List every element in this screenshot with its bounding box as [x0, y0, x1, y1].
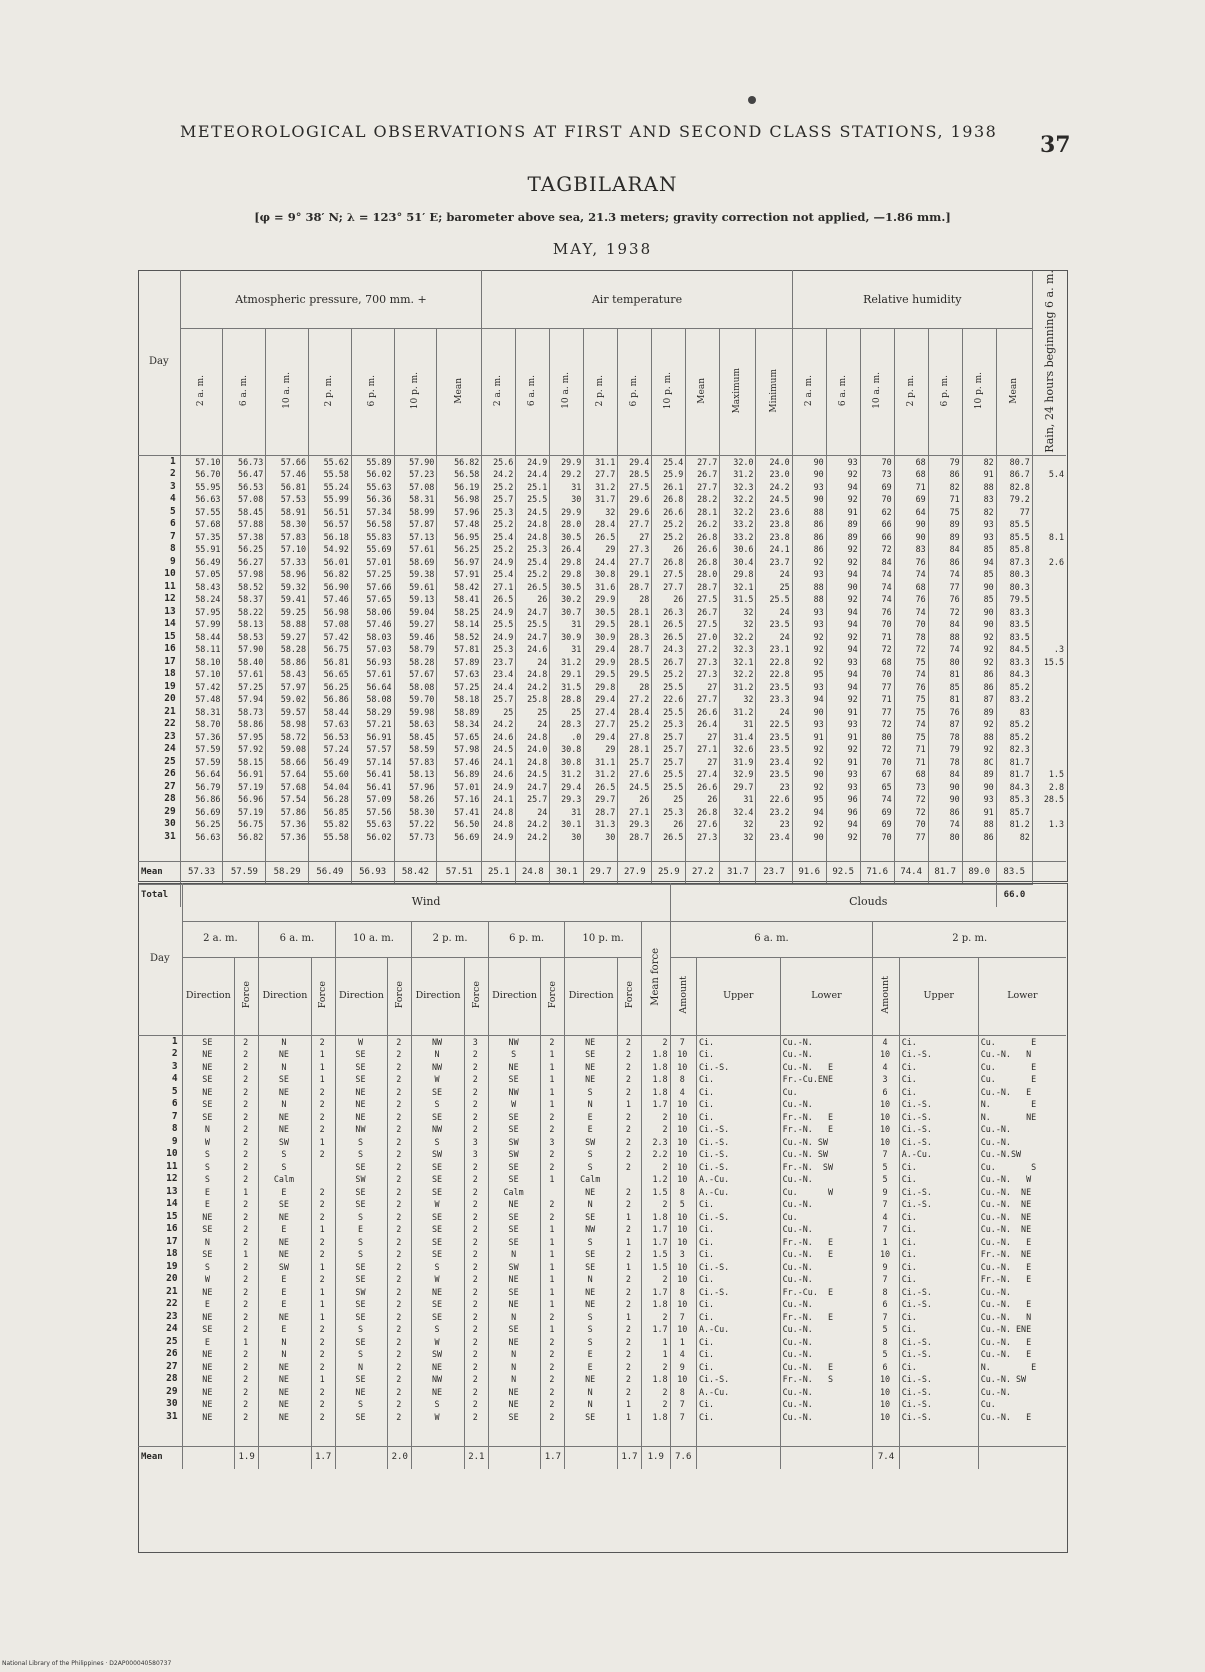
footer-credit: National Library of the Philippines · D2AP000040580737	[2, 1660, 172, 1667]
t-col-min: Minimum	[768, 368, 779, 413]
dir-header: Direction	[182, 957, 235, 1035]
hum-10am-values: 70 73 69 70 62 66 66 72 84 74 74 74 76 70 71 72 68 70 77 71 77 72 80 72 70 67 65 74 69 69 70	[860, 455, 894, 861]
month-heading: MAY, 1938	[552, 240, 653, 258]
blank-cell	[412, 1446, 465, 1469]
mean-value: 27.2	[686, 861, 720, 884]
force-header: Force	[547, 981, 559, 1009]
t-col-max: Maximum	[732, 367, 743, 414]
p-col-mean: Mean	[453, 377, 464, 404]
mean-force-2am: 1.9	[235, 1446, 259, 1469]
mean-force-overall: 1.9	[641, 1446, 670, 1469]
dir-header: Direction	[412, 957, 465, 1035]
cloud-lower-6am: Cu.-N. Cu.-N. Cu.-N. E Fr.-Cu.ENE Cu. Cu.-N. Fr.-N. E Fr.-N. E Cu.-N. SW Cu.-N. SW Fr.-N. SW Cu.-N. Cu. W Cu.-N. Cu. Cu.-N. Fr.-N. E Cu.-N. E Cu.-N. Cu.-N. Fr.-Cu. E Cu.-N. Fr.-N. E Cu.-N. Cu.-N. Cu.-N. Cu.-N. E Fr.-N. S Cu.-N. Cu.-N. Cu.-N.	[780, 1035, 873, 1446]
wind-force-6pm: 2 1 1 1 1 1 2 2 3 2 2 1 2 2 1 1 1 1 1 1 1 2 1 2 2 2 2 2 2 2	[541, 1035, 565, 1446]
upper-header-6am: Upper	[696, 957, 780, 1035]
wind-time-2pm: 2 p. m.	[412, 921, 489, 957]
mean-force-10pm: 1.7	[617, 1446, 641, 1469]
wind-group-header: Wind	[182, 883, 670, 921]
pressure-2am-values: 57.10 56.70 55.95 56.63 57.55 57.68 57.35 55.91 56.49 57.05 58.43 58.24 57.95 57.99 58.44 58.11 58.10 57.10 57.42 57.48 58.31 58.70 57.36 57.59 57.59 56.64 56.79 56.86 56.69 56.25 56.63	[180, 455, 223, 861]
cloud-upper-6am: Ci. Ci. Ci.-S. Ci. Ci. Ci. Ci. Ci.-S. Ci.-S. Ci.-S. Ci.-S. A.-Cu. A.-Cu. Ci. Ci.-S. Ci. Ci. Ci. Ci.-S. Ci. Ci.-S. Ci. Ci. A.-Cu. Ci. Ci. Ci. Ci.-S. A.-Cu. Ci. Ci.	[696, 1035, 780, 1446]
temp-10am-values: 29.9 29.2 31 30 29.9 28.0 30.5 26.4 29.8 29.8 30.5 30.2 30.7 31 30.9 31 31.2 29.1 31.5 28.8 25 28.3 .0 30.8 30.8 31.2 29.4 29.3 31 30.1 30	[550, 455, 584, 861]
mean-value: 57.59	[223, 861, 266, 884]
temp-max-values: 32.0 31.2 32.3 32.2 32.2 33.2 33.2 30.6 30.4 29.8 32.1 31.5 32 32 32.2 32.3 32.1 32.2 31.2 32 31.2 31 31.4 32.6 31.9 32.9 29.7 31 32.4 32 32	[720, 455, 756, 861]
force-header: Force	[240, 981, 252, 1009]
mean-value: 89.0	[962, 861, 996, 884]
mean-value: 57.33	[180, 861, 223, 884]
day-header: Day	[138, 270, 180, 455]
station-name: TAGBILARAN	[527, 172, 678, 196]
pressure-6pm-values: 55.89 56.02 55.63 56.36 57.34 56.58 55.83 55.69 57.01 57.25 57.66 57.65 58.06 57.46 58.03 57.03 56.93 57.61 56.64 58.08 58.29 57.21 56.91 57.57 57.14 56.41 56.41 57.09 57.56 55.63 56.02	[351, 455, 394, 861]
cloud-upper-2pm: Ci. Ci.-S. Ci. Ci. Ci. Ci.-S. Ci.-S. Ci.-S. Ci.-S. A.-Cu. Ci. Ci. Ci.-S. Ci.-S. Ci. Ci. Ci. Ci. Ci. Ci. Ci.-S. Ci.-S. Ci. Ci. Ci.-S. Ci.-S. Ci. Ci.-S. Ci.-S. Ci.-S. Ci.-S.	[899, 1035, 978, 1446]
pressure-10pm-values: 57.90 57.23 57.08 58.31 58.99 57.87 57.13 57.61 58.69 59.38 59.61 59.13 59.04 59.27 59.46 58.79 58.28 57.67 58.08 59.70 59.98 58.63 58.45 58.59 57.83 58.13 57.96 58.26 58.30 57.22 57.73	[394, 455, 437, 861]
hum-mean-values: 80.7 86.7 82.8 79.2 77 85.5 85.5 85.8 87.3 80.3 80.3 79.5 83.3 83.5 83.5 84.5 83.3 84.3 85.2 83.2 83 85.2 85.2 82.3 81.7 81.7 84.3 85.3 85.7 81.2 82	[996, 455, 1032, 861]
temp-mean-values: 27.7 26.7 27.7 28.2 28.1 26.2 26.8 26.6 26.8 28.0 28.7 27.5 26.7 27.5 27.0 27.2 27.3 27.3 27 27.7 26.6 26.4 27 27.1 27 27.4 26.6 26 26.8 27.6 27.3	[686, 455, 720, 861]
wind-dir-10am: W SE SE SE NE NE NE NW S S SE SW SE SE S E S S SE SE SW SE SE S SE S N SE NE S SE	[335, 1035, 388, 1446]
p-col-10am: 10 a. m.	[281, 372, 292, 409]
mean-value: 58.42	[394, 861, 437, 884]
page-number: 37	[1040, 132, 1071, 158]
force-header: Force	[470, 981, 482, 1009]
blank-cell	[565, 1446, 618, 1469]
blank-cell	[696, 1446, 780, 1469]
mean-force-6am: 1.7	[311, 1446, 335, 1469]
upper-header-2pm: Upper	[899, 957, 978, 1035]
mean-value: 30.1	[550, 861, 584, 884]
pressure-mean-values: 56.82 56.58 56.19 56.98 57.96 57.48 56.95 56.25 56.97 57.91 58.42 58.41 58.25 58.14 58.52 57.81 57.89 57.63 57.25 58.18 58.89 58.34 57.65 57.98 57.46 56.89 57.01 57.16 57.41 56.50 56.69	[437, 455, 482, 861]
mean-cloud-amount-2pm: 7.4	[873, 1446, 899, 1469]
blank-cell	[259, 1446, 312, 1469]
p-col-6am: 6 a. m.	[238, 375, 249, 407]
mean-force-6pm: 1.7	[541, 1446, 565, 1469]
hum-2am-values: 90 90 93 90 88 86 86 86 92 93 88 88 93 93 92 92 92 95 93 94 90 93 91 92 92 90 92 95 94 92 90	[792, 455, 826, 861]
force-header: Force	[317, 981, 329, 1009]
mean-value: 56.93	[351, 861, 394, 884]
temp-10pm-values: 25.4 25.9 26.1 26.8 26.6 25.2 25.2 26 26.8 27.5 27.7 26 26.3 26.5 26.5 24.3 26.7 25.2 25.5 22.6 25.5 25.3 25.7 25.7 25.7 25.5 25.5 25 25.3 26 26.5	[652, 455, 686, 861]
mean-value: 92.5	[826, 861, 860, 884]
t-col-2pm: 2 p. m.	[595, 374, 606, 407]
p-col-2am: 2 a. m.	[196, 375, 207, 407]
pressure-10am-values: 57.66 57.46 56.81 57.53 58.91 58.30 57.83 57.10 57.33 58.96 59.32 59.41 59.25 58.88 59.27 58.28 58.86 58.43 57.97 59.02 59.57 58.98 58.72 59.08 58.66 57.64 57.68 57.54 57.86 57.36 57.36	[266, 455, 309, 861]
blank-cell	[335, 1446, 388, 1469]
t-col-10pm: 10 p. m.	[663, 371, 674, 410]
force-header: Force	[623, 981, 635, 1009]
pressure-6am-values: 56.73 56.47 56.53 57.08 58.45 57.88 57.38 56.25 56.27 57.98 58.52 58.37 58.22 58.13 58.53 57.90 58.40 57.61 57.25 57.94 58.73 58.86 57.95 57.92 58.15 56.91 57.19 56.96 57.19 56.75 56.82	[223, 455, 266, 861]
t-col-mean: Mean	[697, 377, 708, 404]
temp-6am-values: 24.9 24.4 25.1 25.5 24.5 24.8 24.8 25.3 25.4 25.2 26.5 26 24.7 25.5 24.7 24.6 24 24.8 24.2 25.8 25 24 24.8 24.0 24.8 24.5 24.7 25.7 24 24.2 24.2	[516, 455, 550, 861]
h-col-10am: 10 a. m.	[871, 372, 882, 409]
wind-time-10pm: 10 p. m.	[565, 921, 642, 957]
mean-value: 81.7	[928, 861, 962, 884]
mean-value: 23.7	[756, 861, 792, 884]
wind-dir-6pm: NW S NE SE NW W SE SE SW SW SE SE Calm NE SE SE SE N SW NE SE NE N SE NE N N N NE NE SE	[488, 1035, 541, 1446]
temp-2am-values: 25.6 24.2 25.2 25.7 25.3 25.2 25.4 25.2 24.9 25.4 27.1 26.5 24.9 25.5 24.9 25.3 23.7 23.4 24.4 25.7 25 24.2 24.6 24.5 24.1 24.6 24.9 24.1 24.8 24.8 24.9	[482, 455, 516, 861]
rain-values: 5.4 8.1 2.6 .3 15.5 1.5 2.8 28.5 1.3	[1032, 455, 1066, 861]
wind-dir-2pm: NW N NW W SE S SE NW S SW SE SE SE W SE SE SE SE S W NE SE SE S W SW NE NW NE S W	[412, 1035, 465, 1446]
mean-value: 29.7	[584, 861, 618, 884]
cloud-amount-2pm: 4 10 4 3 6 10 10 10 10 7 5 5 9 7 4 7 1 10 9 7 8 6 7 5 8 5 6 10 10 10 10	[873, 1035, 899, 1446]
wind-dir-10pm: NE SE NE NE S N E E SW S S Calm NE N SE NW S SE SE N NE NE S S S E E NE N N SE	[565, 1035, 618, 1446]
h-col-mean: Mean	[1008, 377, 1019, 404]
mean-value: 56.49	[309, 861, 352, 884]
mean-value: 91.6	[792, 861, 826, 884]
mean-force-10am: 2.0	[388, 1446, 412, 1469]
wind-force-2pm: 3 2 2 2 2 2 2 2 3 3 2 2 2 2 2 2 2 2 2 2 2 2 2 2 2 2 2 2 2 2 2	[464, 1035, 488, 1446]
wind-time-10am: 10 a. m.	[335, 921, 412, 957]
temp-min-values: 24.0 23.0 24.2 24.5 23.6 23.8 23.8 24.1 23.7 24 25 25.5 24 23.5 24 23.1 22.8 22.8 23.5 23.3 24 22.5 23.5 23.5 23.4 23.5 23 22.6 23.2 23 23.4	[756, 455, 792, 861]
blank-cell	[978, 1446, 1066, 1469]
mean-value: 57.51	[437, 861, 482, 884]
temp-2pm-values: 31.1 27.7 31.2 31.7 32 28.4 26.5 29 24.4 30.8 31.6 29.9 30.5 29.5 30.9 29.4 29.9 29.5 29.8 29.4 27.4 27.7 29.4 29 31.1 31.2 26.5 29.7 28.7 31.3 30	[584, 455, 618, 861]
mean-value: 27.9	[618, 861, 652, 884]
ink-dot	[748, 96, 756, 104]
t-col-10am: 10 a. m.	[561, 372, 572, 409]
cloud-lower-2pm: Cu. E Cu.-N. N Cu. E Cu. E Cu.-N. E N. E N. NE Cu.-N. Cu.-N. Cu.-N.SW Cu. S Cu.-N. W Cu.-N. NE Cu.-N. NE Cu.-N. NE Cu.-N. NE Cu.-N. E Fr.-N. NE Cu.-N. E Fr.-N. E Cu.-N. Cu.-N. E Cu.-N. N Cu.-N. ENE Cu.-N. E Cu.-N. E N. E Cu.-N. SW Cu.-N. Cu. Cu.-N. E	[978, 1035, 1066, 1446]
t-col-6am: 6 a. m.	[527, 375, 538, 407]
lower-header-6am: Lower	[780, 957, 873, 1035]
lower-header-2pm: Lower	[978, 957, 1066, 1035]
mean-force-header: Mean force	[649, 947, 661, 1006]
mean-force-2pm: 2.1	[464, 1446, 488, 1469]
t-col-6pm: 6 p. m.	[629, 374, 640, 407]
humidity-group-header: Relative humidity	[792, 270, 1032, 329]
p-col-10pm: 10 p. m.	[409, 371, 420, 410]
hum-6pm-values: 79 86 82 71 75 89 89 84 86 74 77 76 72 84 88 74 80 81 85 81 76 87 78 79 78 84 90 90 86 74 80	[928, 455, 962, 861]
temp-group-header: Air temperature	[482, 270, 792, 329]
amount-header: Amount	[880, 975, 892, 1014]
rain-header-label: Rain, 24 hours beginning 6 a. m.	[1042, 270, 1056, 453]
blank-cell	[182, 1446, 235, 1469]
wind-mean-force: 2 1.8 1.8 1.8 1.8 1.7 2 2 2.3 2.2 2 1.2 1.5 2 1.8 1.7 1.7 1.5 1.5 2 1.7 1.8 2 1.7 1 1 2 1.8 2 2 1.8	[641, 1035, 670, 1446]
cloud-amount-6am: 7 10 10 8 4 10 10 10 10 10 10 10 8 5 10 10 10 3 10 10 8 10 7 10 1 4 9 10 8 7 7	[670, 1035, 696, 1446]
day-numbers-2: 1 2 3 4 5 6 7 8 9 10 11 12 13 14 15 16 17 18 19 20 21 22 23 24 25 26 27 28 29 30 31	[166, 1035, 178, 1422]
mean-value: 83.5	[996, 861, 1032, 884]
t-col-2am: 2 a. m.	[493, 375, 504, 407]
wind-dir-2am: SE NE NE SE NE SE SE N W S S S E E NE SE N SE S W NE E NE SE E NE NE NE NE NE NE	[182, 1035, 235, 1446]
wind-force-2am: 2 2 2 2 2 2 2 2 2 2 2 2 1 2 2 2 2 1 2 2 2 2 2 2 1 2 2 2 2 2 2	[235, 1035, 259, 1446]
clouds-6am-header: 6 a. m.	[670, 921, 873, 957]
dir-header: Direction	[335, 957, 388, 1035]
mean-value: 25.1	[482, 861, 516, 884]
p-col-2pm: 2 p. m.	[324, 374, 335, 407]
hum-6am-values: 93 92 94 92 91 89 89 92 92 94 90 92 94 94 92 94 93 94 94 92 91 93 91 92 91 93 93 96 96 94 92	[826, 455, 860, 861]
amount-header: Amount	[677, 975, 689, 1014]
pressure-2pm-values: 55.62 55.58 55.24 55.99 56.51 56.57 56.18 54.92 56.01 56.82 56.90 57.46 56.98 57.08 57.42 56.75 56.81 56.65 56.25 56.86 58.44 57.63 56.53 57.24 56.49 55.60 54.04 56.28 56.85 55.82 55.58	[309, 455, 352, 861]
mean-row-label: Mean	[138, 861, 180, 884]
mean-value: 25.9	[652, 861, 686, 884]
pressure-group-header: Atmospheric pressure, 700 mm. +	[180, 270, 482, 329]
station-coordinates: [φ = 9° 38′ N; λ = 123° 51′ E; barometer above sea, 21.3 meters; gravity correction not applied, —1.86 mm.]	[254, 210, 951, 224]
wind-force-6am: 2 1 1 1 2 2 2 2 1 2 2 2 2 1 2 2 1 2 1 1 1 2 2 2 2 1 2 2 2	[311, 1035, 335, 1446]
wind-force-10am: 2 2 2 2 2 2 2 2 2 2 2 2 2 2 2 2 2 2 2 2 2 2 2 2 2 2 2 2 2 2 2	[388, 1035, 412, 1446]
hum-2pm-values: 68 68 71 69 64 90 90 83 76 74 68 76 74 70 78 72 75 74 76 75 75 74 75 71 71 68 73 72 72 70 77	[894, 455, 928, 861]
h-col-10pm: 10 p. m.	[973, 371, 984, 410]
mean-value: 71.6	[860, 861, 894, 884]
wind-time-6am: 6 a. m.	[259, 921, 336, 957]
dir-header: Direction	[259, 957, 312, 1035]
clouds-2pm-header: 2 p. m.	[873, 921, 1066, 957]
mean-value: 24.8	[516, 861, 550, 884]
blank-cell	[899, 1446, 978, 1469]
wind-force-10pm: 2 2 2 2 2 1 2 2 2 2 2 2 2 1 2 1 2 1 2 2 2 1 2 2 2 2 2 2 1 1	[617, 1035, 641, 1446]
rain-header	[1032, 270, 1066, 455]
h-col-6am: 6 a. m.	[837, 375, 848, 407]
h-col-6pm: 6 p. m.	[939, 374, 950, 407]
mean-value: 74.4	[894, 861, 928, 884]
mean-value: 31.7	[720, 861, 756, 884]
wind-time-6pm: 6 p. m.	[488, 921, 565, 957]
clouds-group-header: Clouds	[670, 883, 1066, 921]
pressure-temp-humidity-table	[138, 270, 1066, 907]
dir-header: Direction	[565, 957, 618, 1035]
day-header-2: Day	[138, 883, 182, 1035]
wind-dir-6am: N NE N SE NE N NE NE SW S S Calm E SE NE E NE NE SW E E E NE E N N NE NE NE NE NE	[259, 1035, 312, 1446]
total-rain-value: 66.0	[996, 884, 1032, 907]
mean-cloud-amount-6am: 7.6	[670, 1446, 696, 1469]
hum-10pm-values: 82 91 88 83 82 93 93 85 94 85 90 85 90 90 92 92 92 86 86 87 89 92 88 92 8C 89 90 93 91 88 86	[962, 455, 996, 861]
page-title: METEOROLOGICAL OBSERVATIONS AT FIRST AND SECOND CLASS STATIONS, 1938	[180, 122, 998, 141]
day-numbers: 1 2 3 4 5 6 7 8 9 10 11 12 13 14 15 16 17 18 19 20 21 22 23 24 25 26 27 28 29 30 31	[164, 455, 176, 842]
total-row-label: Total	[138, 884, 180, 907]
mean-row-label-2: Mean	[138, 1446, 182, 1469]
h-col-2pm: 2 p. m.	[905, 374, 916, 407]
h-col-2am: 2 a. m.	[803, 375, 814, 407]
force-header: Force	[394, 981, 405, 1009]
p-col-6pm: 6 p. m.	[367, 374, 378, 407]
wind-clouds-table	[138, 883, 1066, 1469]
blank-cell	[780, 1446, 873, 1469]
temp-6pm-values: 29.4 28.5 27.5 29.6 29.6 27.7 27 27.3 27.7 29.1 28.7 28 28.1 28.1 28.3 28.7 28.5 29.5 28 27.2 28.4 25.2 27.8 28.1 25.7 27.6 24.5 26 27.1 29.3 28.7	[618, 455, 652, 861]
dir-header: Direction	[488, 957, 541, 1035]
mean-value	[1032, 861, 1066, 884]
wind-time-2am: 2 a. m.	[182, 921, 259, 957]
mean-value: 58.29	[266, 861, 309, 884]
blank-cell	[488, 1446, 541, 1469]
